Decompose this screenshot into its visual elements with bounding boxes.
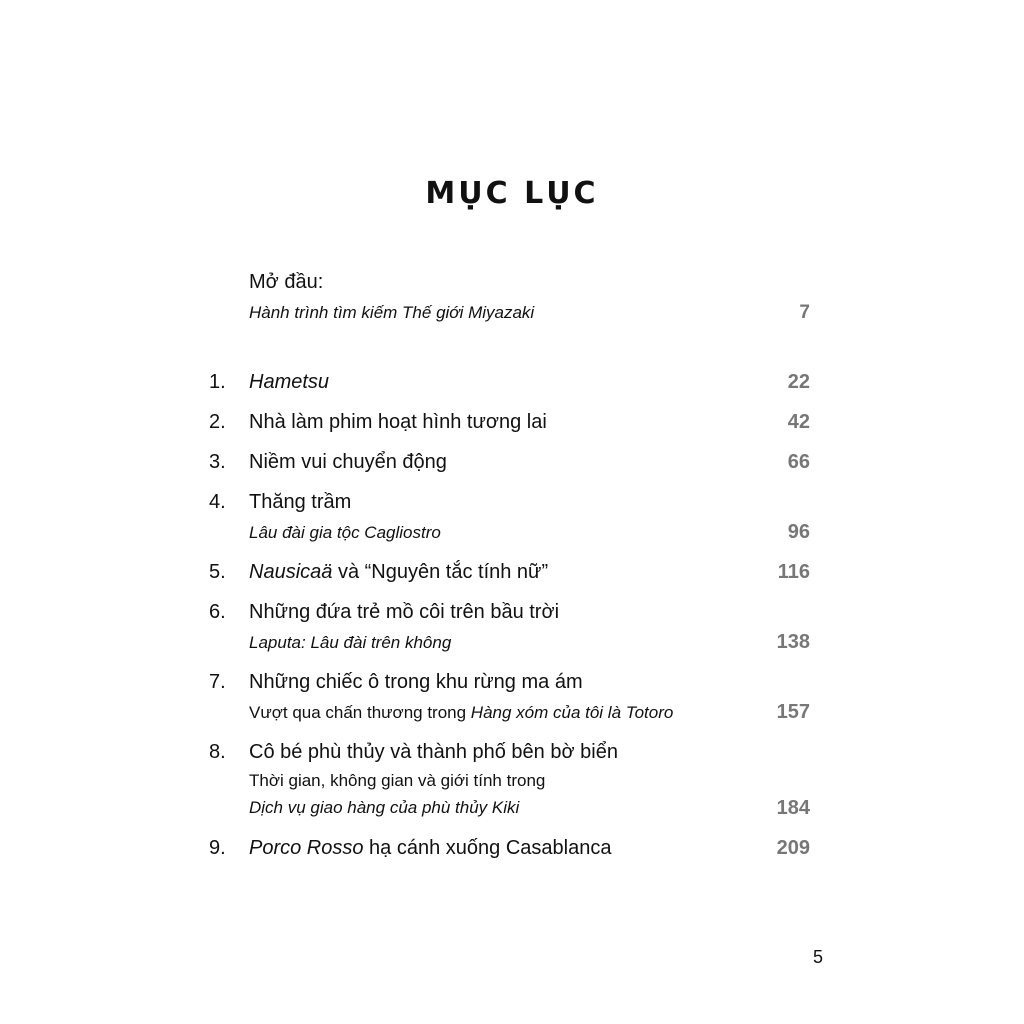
chapter-4-title: Thăng trầm — [249, 491, 352, 513]
chapter-6-subtitle: Laputa: Lâu đài trên không — [249, 633, 452, 652]
chapter-3-number: 3. — [209, 451, 226, 473]
chapter-5-title-italic: Nausicaä — [249, 561, 333, 583]
chapter-9-title-italic: Porco Rosso — [249, 837, 364, 859]
chapter-8-title: Cô bé phù thủy và thành phố bên bờ biển — [249, 741, 618, 763]
chapter-3-title: Niềm vui chuyển động — [249, 451, 447, 473]
chapter-5-title — [249, 561, 548, 584]
chapter-9-page-number: 209 — [776, 837, 810, 859]
chapter-1-number: 1. — [209, 371, 226, 393]
chapter-8-number: 8. — [209, 741, 226, 763]
chapter-4-subtitle: Lâu đài gia tộc Cagliostro — [249, 523, 441, 542]
chapter-8-page-number: 184 — [776, 797, 810, 819]
chapter-8-subtitle-line-1: Thời gian, không gian và giới tính trong — [249, 771, 546, 790]
chapter-5-page-number: 116 — [777, 561, 810, 583]
chapter-7-title: Những chiếc ô trong khu rừng ma ám — [249, 671, 583, 693]
chapter-9-title — [249, 837, 611, 860]
chapter-7-subtitle — [249, 703, 673, 723]
chapter-4-page-number: 96 — [787, 521, 810, 543]
intro-subtitle: Hành trình tìm kiếm Thế giới Miyazaki — [249, 303, 535, 322]
chapter-6-title: Những đứa trẻ mồ côi trên bầu trời — [249, 601, 560, 623]
chapter-6-number: 6. — [209, 601, 226, 623]
chapter-2-number: 2. — [209, 411, 226, 433]
chapter-1-page-number: 22 — [787, 371, 810, 393]
chapter-4-number: 4. — [209, 491, 226, 513]
chapter-8-subtitle-line-2: Dịch vụ giao hàng của phù thủy Kiki — [249, 798, 520, 817]
chapter-5-title-rest: và “Nguyên tắc tính nữ” — [332, 561, 549, 583]
intro-page-number: 7 — [799, 302, 810, 323]
folio-page-number: 5 — [813, 947, 824, 967]
chapter-1-title: Hametsu — [249, 371, 330, 393]
chapter-7-number: 7. — [209, 671, 226, 693]
chapter-7-page-number: 157 — [776, 701, 810, 723]
chapter-2-title: Nhà làm phim hoạt hình tương lai — [249, 411, 547, 433]
chapter-7-subtitle-plain: Vượt qua chấn thương trong — [249, 703, 471, 722]
chapter-2-page-number: 42 — [787, 411, 810, 433]
chapter-5-number: 5. — [209, 561, 226, 583]
chapter-7-subtitle-italic: Hàng xóm của tôi là Totoro — [470, 703, 674, 722]
chapter-9-title-rest: hạ cánh xuống Casablanca — [363, 837, 612, 859]
page-title: MỤC LỤC — [425, 176, 599, 211]
intro-label: Mở đầu: — [249, 271, 324, 293]
chapter-9-number: 9. — [209, 837, 226, 859]
chapter-6-page-number: 138 — [776, 631, 810, 653]
chapter-3-page-number: 66 — [787, 451, 810, 473]
